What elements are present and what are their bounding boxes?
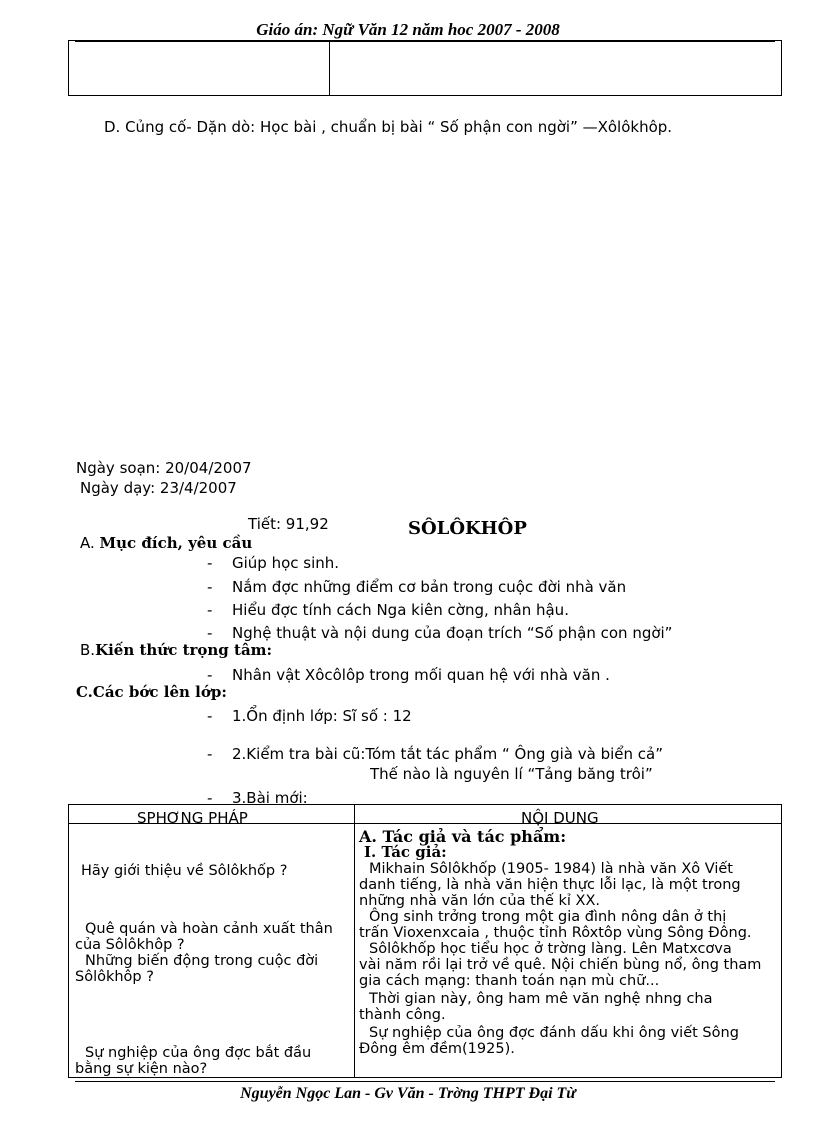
list-item: - Nghệ thuật và nội dung của đoạn trích “Số phận con ngời”	[207, 624, 673, 642]
table-header-content: NỘI DUNG	[521, 809, 599, 827]
table-header-method: SPHƠNG PHÁP	[137, 809, 248, 827]
table-cell: Thời gian này, ông ham mê văn nghệ nhng cha	[369, 991, 713, 1007]
table-cell: bằng sự kiện nào?	[75, 1061, 208, 1077]
date-taught: Ngày dạy: 23/4/2007	[80, 479, 237, 497]
table-cell: Sôlôkhốp học tiểu học ở trờng làng. Lên Matxcơva	[369, 941, 732, 957]
list-item: - Hiểu đợc tính cách Nga kiên cờng, nhân hậu.	[207, 601, 569, 619]
footer-rule	[75, 1081, 775, 1082]
table-cell: Sự nghiệp của ông đợc bắt đầu	[85, 1045, 312, 1061]
table-cell: gia cách mạng: thanh toán nạn mù chữ...	[359, 973, 660, 989]
list-item: - 1.Ổn định lớp: Sĩ số : 12	[207, 707, 412, 725]
table-cell: Sôlôkhôp ?	[75, 969, 154, 985]
content-heading-i: I. Tác giả:	[364, 843, 447, 861]
table-cell: vài năm rồi lại trở về quê. Nội chiến bùng nổ, ông tham	[359, 957, 762, 973]
section-b-heading	[80, 641, 272, 659]
table-cell: Quê quán và hoàn cảnh xuất thân	[85, 921, 333, 937]
section-a-label: A.	[80, 534, 100, 552]
table-cell: Ông sinh trởng trong một gia đình nông dân ở thị	[369, 909, 727, 925]
list-item: - Nắm đợc những điểm cơ bản trong cuộc đời nhà văn	[207, 578, 627, 596]
table-cell: thành công.	[359, 1007, 446, 1023]
table-cell: Những biến động trong cuộc đời	[85, 953, 319, 969]
section-b-title: Kiến thức trọng tâm:	[95, 641, 273, 659]
table-cell: của Sôlôkhôp ?	[75, 937, 185, 953]
list-item: - Nhân vật Xôcôlôp trong mối quan hệ với nhà văn .	[207, 666, 610, 684]
content-heading-a: A. Tác giả và tác phẩm:	[359, 827, 567, 846]
list-item: - 3.Bài mới:	[207, 789, 308, 807]
table-cell: Hãy giới thiệu về Sôlôkhốp ?	[81, 863, 288, 879]
table-cell: Đông êm đềm(1925).	[359, 1041, 515, 1057]
lesson-title: SÔLÔKHÔP	[408, 518, 527, 539]
table-cell: Mikhain Sôlôkhốp (1905- 1984) là nhà văn Xô Viết	[369, 861, 733, 877]
table-cell: những nhà văn lớn của thế kỉ XX.	[359, 893, 600, 909]
page-footer: Nguyễn Ngọc Lan - Gv Văn - Trờng THPT Đại Từ	[240, 1085, 576, 1102]
table-cell: trấn Vioxenxcaia , thuộc tỉnh Rôxtôp vùng Sông Đông.	[359, 925, 752, 941]
top-table	[68, 40, 782, 96]
top-table-divider	[329, 41, 330, 95]
table-cell: Sự nghiệp của ông đợc đánh dấu khi ông viết Sông	[369, 1025, 739, 1041]
page-header: Giáo án: Ngữ Văn 12 năm hoc 2007 - 2008	[256, 20, 560, 39]
date-prepared: Ngày soạn: 20/04/2007	[76, 459, 252, 477]
lesson-period: Tiết: 91,92	[248, 515, 329, 533]
list-item: - 2.Kiểm tra bài cũ:Tóm tắt tác phẩm “ Ông già và biển cả”	[207, 745, 664, 763]
table-cell: danh tiếng, là nhà văn hiện thực lỗi lạc, là một trong	[359, 877, 741, 893]
lesson-table	[68, 804, 782, 1078]
section-b-label: B.	[80, 641, 96, 659]
section-c-subline: Thế nào là nguyên lí “Tảng băng trôi”	[370, 765, 653, 783]
list-item: - Giúp học sinh.	[207, 554, 340, 572]
section-c-heading: C.Các bớc lên lớp:	[76, 683, 227, 701]
section-a-title: Mục đích, yêu cầu	[99, 534, 253, 552]
section-a-heading	[80, 534, 252, 552]
consolidation-line: D. Củng cố- Dặn dò: Học bài , chuẩn bị bài “ Số phận con ngời” —Xôlôkhôp.	[104, 118, 673, 136]
table-column-divider	[354, 805, 355, 1077]
